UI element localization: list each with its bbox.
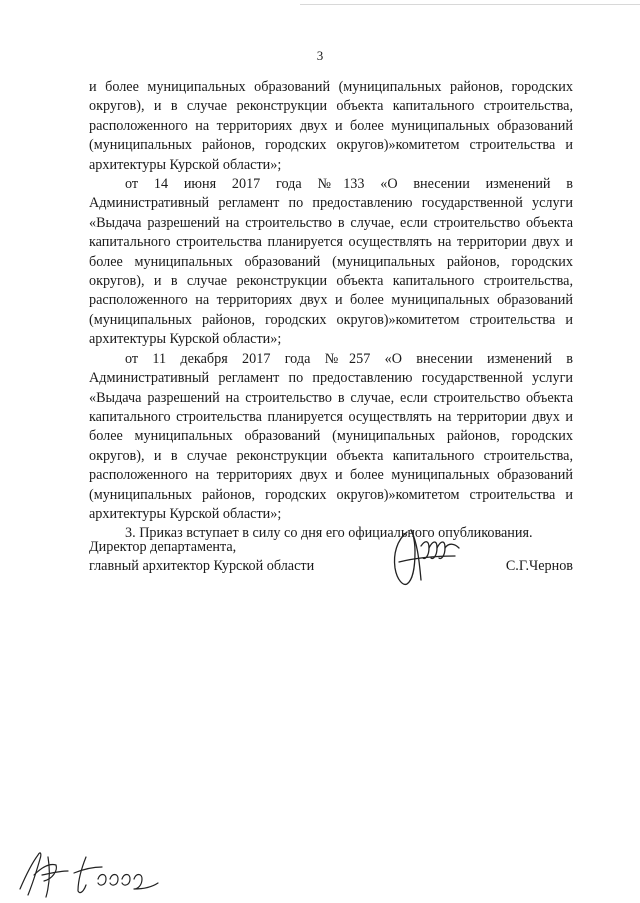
signature-block bbox=[89, 538, 573, 577]
paragraph-effective-date: 3. Приказ вступает в силу со дня его официального опубликования. bbox=[125, 525, 533, 542]
page-number: 3 bbox=[316, 48, 324, 63]
handwritten-initials bbox=[12, 845, 167, 900]
handwritten-signature bbox=[385, 522, 465, 592]
signatory-position-line1: Директор департамента, bbox=[89, 539, 237, 555]
scan-edge-line bbox=[300, 4, 640, 5]
document-body bbox=[89, 78, 573, 544]
signatory-name: С.Г.Чернов bbox=[505, 558, 573, 575]
signatory-position-line2: главный архитектор Курской области bbox=[89, 558, 315, 575]
paragraph-continuation: и более муниципальных образований (муниципальных районов, городских округов), и в случае реконструкции объекта капитального строительства, расположенного на территориях двух и более муниципальных образований (муниципальных районов, городских округов)»комитетом строительства и архитектуры Курской области»; bbox=[89, 79, 573, 173]
paragraph-order-133: от 14 июня 2017 года №133 «О внесении изменений в Административный регламент по предоставлению государственной услуги «Выдача разрешений на строительство в случае, если строительство объекта капитального строительства планируется осуществлять на территории двух и более муниципальных образований (муниципальных районов, городских округов), и в случае реконструкции объекта капитального строительства, расположенного на территориях двух и более муниципальных образований (муниципальных районов, городских округов)»комитетом строительства и архитектуры Курской области»; bbox=[89, 176, 573, 348]
paragraph-order-257: от 11 декабря 2017 года №257 «О внесении изменений в Административный регламент по предоставлению государственной услуги «Выдача разрешений на строительство в случае, если строительство объекта капитального строительства планируется осуществлять на территории двух и более муниципальных образований (муниципальных районов, городских округов), и в случае реконструкции объекта капитального строительства, расположенного на территориях двух и более муниципальных образований (муниципальных районов, городских округов)»комитетом строительства и архитектуры Курской области»; bbox=[89, 350, 573, 522]
